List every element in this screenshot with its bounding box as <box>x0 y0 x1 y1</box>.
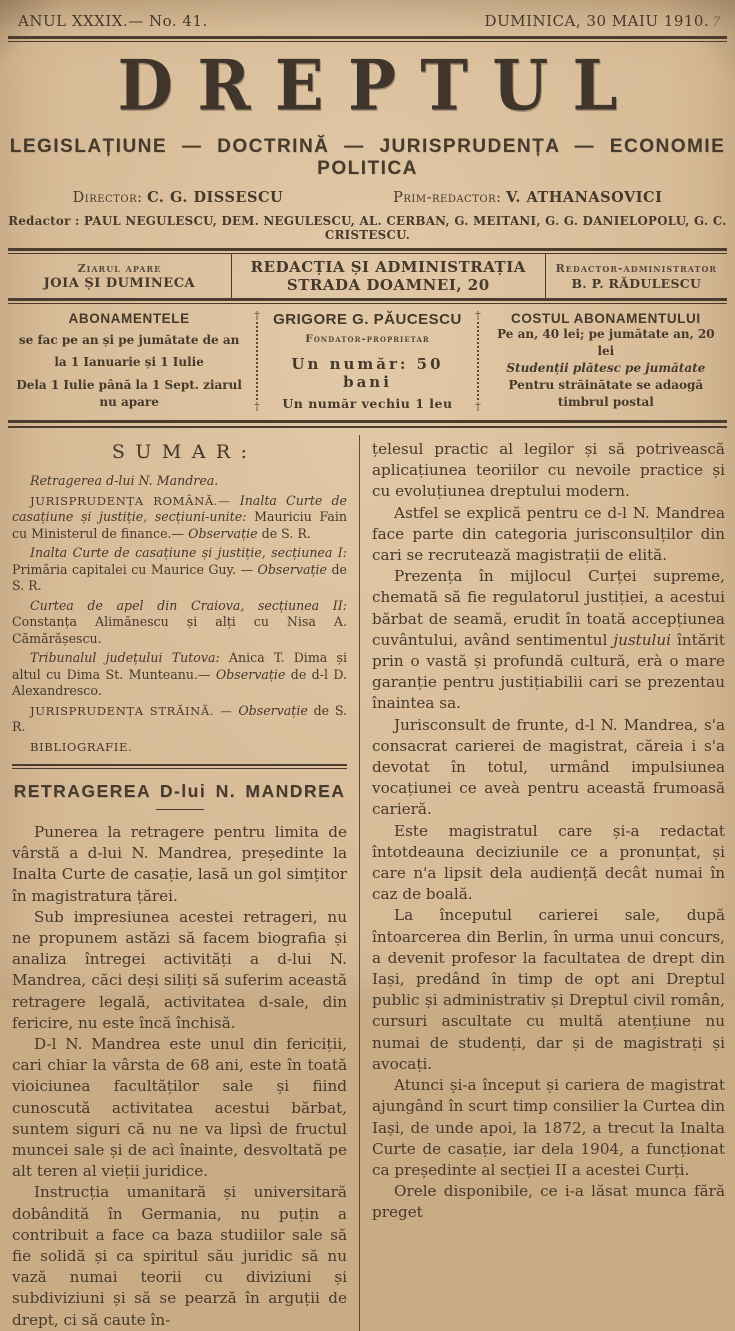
subscription-line: Dela 1 Iulie până la 1 Sept. ziarul nu apare <box>16 377 242 409</box>
text-segment: Prezența în mijlocul Curței supreme, chemată să fie regulatorul justiției, a acestui bărbat de seamă, erudit în toată accepțiunea cuvântului, având sentimentul <box>372 567 725 649</box>
text-segment: întărit prin o vastă și profundă cultură, erà o mare garanție pentru justițiabilii cari se prezentau înaintea sa. <box>372 630 725 713</box>
admin-cell <box>545 254 727 298</box>
admin-name: B. P. RĂDULESCU <box>571 275 702 291</box>
issue-date-wrap <box>485 12 721 30</box>
cost-line-students: Studenții plătesc pe jumătate <box>506 361 706 375</box>
article-paragraph <box>372 905 725 1075</box>
cross-ornament-icon: † <box>254 309 260 322</box>
text-segment: Observație <box>238 702 308 718</box>
article-paragraph <box>372 566 725 714</box>
prim-redactor-name: V. ATHANASOVICI <box>506 189 663 206</box>
text-segment: Primăria capitalei cu Maurice Guy. — <box>12 561 258 577</box>
text-segment: Observație <box>257 561 328 577</box>
article-columns <box>8 435 727 1331</box>
ornament-divider <box>471 310 485 412</box>
founder-title: Fondator-proprietar <box>305 333 430 346</box>
subscription-line: se fac pe an și pe jumătate de an <box>18 332 240 347</box>
text-segment: de S. R. <box>257 525 311 541</box>
schedule-days: JOIA ȘI DUMINECA <box>43 275 196 291</box>
issue-date: DUMINICA, 30 MAIU 1910. <box>484 12 710 30</box>
founder-block <box>264 310 471 412</box>
column-right <box>360 435 727 1331</box>
info-bar <box>8 254 727 298</box>
subscription-terms <box>8 310 250 412</box>
text-segment: Orele disponibile, ce i-a lăsat munca fără preget <box>372 1182 725 1222</box>
text-segment: Punerea la retragere pentru limita de vârstă a d-lui N. Mandrea, președinte la Inalta Curte de casație, lasă un gol simțitor în magistratura țărei. <box>12 823 347 905</box>
text-segment: justului <box>613 630 672 649</box>
top-rule <box>8 36 727 42</box>
schedule-label: Ziarul apare <box>77 261 162 275</box>
redactor-line: Redactor : PAUL NEGULESCU, DEM. NEGULESCU, AL. CERBAN, G. MEITANI, G. G. DANIELOPOLU, G. C. CRISTESCU. <box>8 214 727 242</box>
sumar-heading: SUMAR: <box>111 441 258 463</box>
sumar-item <box>12 493 347 543</box>
subscription-bar <box>8 304 727 420</box>
text-segment: Anica T. Dima și altul cu Dima St. Munteanu.— <box>12 650 347 682</box>
ornament-divider <box>250 310 264 412</box>
article-paragraph <box>372 1181 725 1223</box>
director-label: Director: <box>72 190 143 206</box>
article-headline: RETRAGEREA D-lui N. MANDREA <box>13 781 346 801</box>
text-segment: Curtea de apel din Craiova, secțiunea II: <box>30 597 347 613</box>
cost-line: Pe an, 40 lei; pe jumătate an, 20 lei <box>497 327 715 358</box>
newspaper-title: DREPTUL <box>117 45 642 127</box>
column-left <box>8 435 360 1331</box>
admin-label: Redactor-administrator <box>555 261 718 275</box>
text-segment: BIBLIOGRAFIE. <box>30 739 133 754</box>
address-cell <box>232 254 545 298</box>
sumar-item <box>12 739 347 756</box>
text-segment: de d-l D. Alexandresco. <box>12 666 348 698</box>
schedule-cell <box>8 254 232 298</box>
sumar-list <box>12 473 347 755</box>
sumar-item <box>12 703 347 736</box>
sumar-item <box>12 598 347 648</box>
article-body-left <box>12 822 347 1331</box>
dotted-rule <box>477 322 479 400</box>
article-paragraph <box>372 439 725 503</box>
subscription-cost <box>485 310 727 412</box>
newspaper-subtitle: LEGISLAȚIUNE — DOCTRINĂ — JURISPRUDENȚA — ECONOMIE POLITICA <box>9 136 726 179</box>
text-segment: Tribunalul județului Tutova: <box>30 650 220 665</box>
redaction-address: REDACȚIA ȘI ADMINISTRAȚIA STRADA DOAMNEI, 20 <box>250 258 526 294</box>
text-segment: Jurisconsult de frunte, d-l N. Mandrea, s'a consacrat carierei de magistrat, căreia i s'a devotat în totul, urmând impulsiunea vocațiunei ce aveà pentru această frumoasă carieră. <box>372 715 725 819</box>
text-segment: Instrucția umanitară și universitară dobândită în Germania, nu puțin a contribuit a face ca baza studiilor sale să fie solidă și ca spiritul său juridic să nu vază numai teorii cu diviziuni și subdiviziuni și să se pearză în arguții de drept, ci să caute în- <box>12 1183 347 1329</box>
headline-rule <box>156 809 204 810</box>
subscription-title: ABONAMENTELE <box>68 311 190 326</box>
handwritten-mark: 7 <box>712 15 721 30</box>
cross-ornament-icon: † <box>475 309 481 322</box>
sumar-item <box>12 473 347 490</box>
text-segment: de S. R. <box>12 561 347 593</box>
article-paragraph <box>12 907 347 1034</box>
article-paragraph <box>372 1075 725 1181</box>
rule-above-columns <box>8 420 727 428</box>
rule-under-sumar <box>12 764 347 769</box>
directors-line <box>8 189 727 206</box>
cross-ornament-icon: † <box>254 400 260 413</box>
text-segment: Retragerea d-lui N. Mandrea. <box>30 473 219 488</box>
sumar-item <box>12 545 347 595</box>
cost-line-foreign: Pentru străinătate se adaogă timbrul postal <box>508 378 704 409</box>
dotted-rule <box>256 322 258 400</box>
article-paragraph <box>372 715 725 821</box>
issue-number: ANUL XXXIX.— No. 41. <box>18 12 208 30</box>
text-segment: Atunci și-a început și cariera de magistrat ajungând în scurt timp consilier la Curtea din Iași, de unde apoi, la 1872, a trecut la Inalta Curte de casație, iar dela 1904, a funcționat ca președinte al secției II a acestei Curți. <box>372 1076 725 1179</box>
text-segment: de S. R. <box>12 702 347 734</box>
text-segment: Inalta Curte de casațiune și justiție, secțiunea I: <box>30 545 347 560</box>
cross-ornament-icon: † <box>475 400 481 413</box>
text-segment: Este magistratul care și-a redactat întotdeauna deciziunile ce a pronunțat, și care n'a lipsit dela audiență decât numai în caz de boală. <box>372 821 725 904</box>
article-paragraph <box>12 822 347 907</box>
article-body-right <box>372 439 725 1224</box>
founder-name: GRIGORE G. PĂUCESCU <box>273 311 462 328</box>
director-name: C. G. DISSESCU <box>147 189 284 206</box>
sumar-item <box>12 650 347 700</box>
director <box>73 189 284 206</box>
text-segment: Astfel se explică pentru ce d-l N. Mandrea face parte din categoria jurisconsulților din cari se recrutează magistrații de elită. <box>372 503 725 565</box>
text-segment: Observație <box>215 666 286 682</box>
text-segment: Mauriciu Fain cu Ministerul de finance.— <box>12 509 347 541</box>
text-segment: La începutul carierei sale, după întoarcerea din Berlin, în urma unui concurs, a devenit profesor la facultatea de drept din Iași, predând în timp de opt ani Dreptul public și administrativ și Dreptul civil român, cursuri ascultate cu multă atențiune nu numai de studenți, dar și de magistrați și avocați. <box>372 906 725 1073</box>
text-segment: Constanța Alimănescu și alți cu Nisa A. Cămărășescu. <box>12 614 347 646</box>
text-segment: JURISPRUDENȚA STRĂINĂ. — <box>30 703 239 718</box>
price-per-issue: Un număr: 50 bani <box>291 354 444 391</box>
article-paragraph <box>372 503 725 567</box>
prim-redactor-label: Prim-redactor: <box>393 190 502 206</box>
cost-title: COSTUL ABONAMENTULUI <box>510 311 701 326</box>
text-segment: Observație <box>188 525 258 541</box>
price-old-issue: Un număr vechiu 1 leu <box>282 395 453 411</box>
masthead-topline <box>8 10 727 36</box>
text-segment: JURISPRUDENȚA ROMÂNĂ.— <box>30 493 240 508</box>
subscription-line: la 1 Ianuarie și 1 Iulie <box>54 355 204 370</box>
text-segment: Sub impresiunea acestei retrageri, nu ne propunem astăzi să facem biografia și analiza întregei activități a d-lui N. Mandrea, căci deși siliți să suferim această retragere legală, activitatea d-sale, din fericire, nu este încă închisă. <box>12 907 347 1032</box>
article-paragraph <box>12 1034 347 1182</box>
article-paragraph <box>12 1182 347 1330</box>
text-segment: Inalta Curte de casațiune și justiție, secțiuni-unite: <box>12 492 347 524</box>
article-paragraph <box>372 821 725 906</box>
text-segment: D-l N. Mandrea este unul din fericiții, cari chiar la vârsta de 68 ani, este în toată vioiciunea facultăților sale și fiind cunoscută activitatea acestui bărbat, suntem siguri că nu ne va lipsì de fructul muncei sale și de acì înainte, desvoltată pe alt teren al vieții juridice. <box>12 1035 347 1181</box>
text-segment: țelesul practic al legilor și să potrivească aplicațiunea teoriilor cu nevoile practice și cu evoluțiunea dreptului modern. <box>372 440 725 501</box>
prim-redactor <box>393 189 662 206</box>
